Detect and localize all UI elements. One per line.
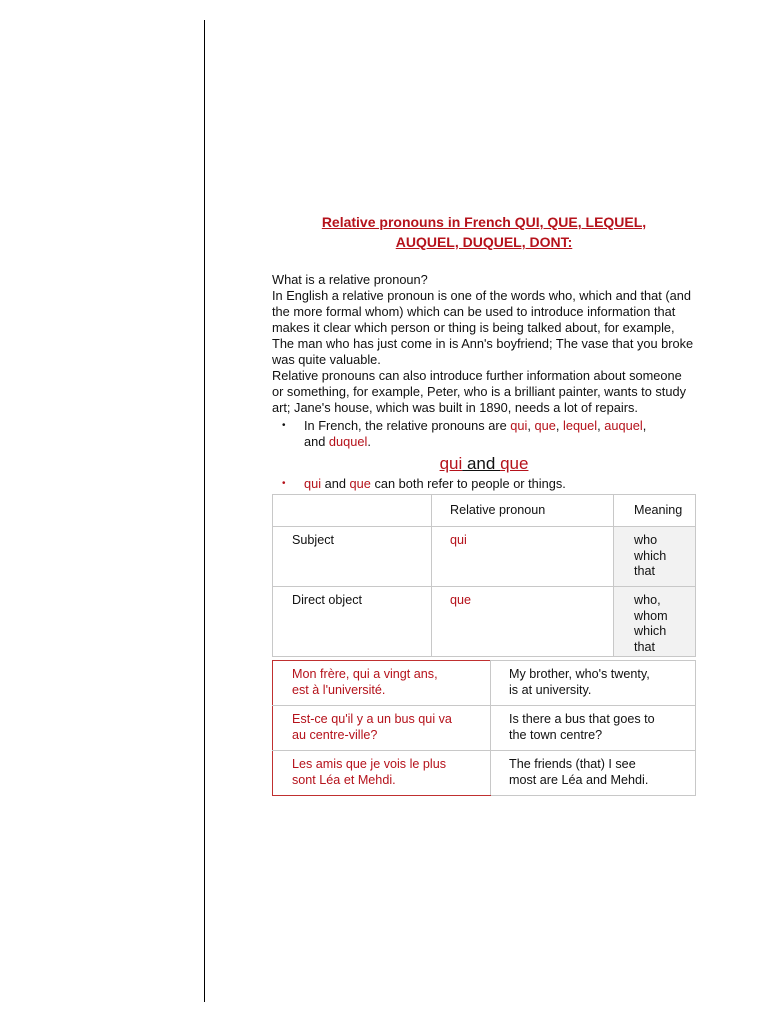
intro-question: What is a relative pronoun? (272, 272, 428, 287)
example-row (273, 751, 696, 796)
bullet-item-pronouns: • In French, the relative pronouns are qui, que, lequel, auquel, and duquel. (272, 418, 696, 450)
bullet-list-1 (272, 418, 696, 450)
table-header-row (273, 495, 696, 527)
bullet-item-refer: • qui and que can both refer to people or things. (272, 476, 696, 492)
example-english: My brother, who's twenty, is at university. (491, 661, 696, 706)
table-header-cell: Meaning (614, 495, 696, 527)
title-line-2: AUQUEL, DUQUEL, DONT: (395, 234, 573, 250)
table-header-cell (273, 495, 432, 527)
example-french: Les amis que je vois le plus sont Léa et Mehdi. (273, 751, 491, 796)
intro-paragraph-1: In English a relative pronoun is one of the words who, which and that (and the more formal whom) which can be used to introduce information that makes it clear which person or thing is being talked about, for example, The man who has just come in is Ann's boyfriend; The vase that you broke was quite valuable. (272, 288, 694, 367)
intro-paragraph-2: Relative pronouns can also introduce further information about someone or something, for example, Peter, who is a brilliant painter, wants to study art; Jane's house, which was built in 1890, needs a lot of repairs. (272, 368, 686, 415)
table-row (273, 527, 696, 587)
term-lequel: lequel (562, 418, 598, 433)
section-heading: qui and que (439, 454, 529, 473)
intro-section (272, 272, 696, 416)
example-row (273, 706, 696, 751)
bullet-list-2 (272, 476, 696, 492)
pronoun-cell: qui (432, 527, 614, 587)
term-qui: qui (510, 418, 528, 433)
examples-table (272, 660, 696, 796)
meaning-cell: who, whom which that (614, 587, 696, 657)
table-row (273, 587, 696, 657)
table-header-cell: Relative pronoun (432, 495, 614, 527)
term-duquel: duquel (328, 434, 368, 449)
title-line-1: Relative pronouns in French QUI, QUE, LEQUEL, (321, 214, 647, 230)
example-english: The friends (that) I see most are Léa and Mehdi. (491, 751, 696, 796)
term-auquel: auquel (604, 418, 643, 433)
meaning-cell: who which that (614, 527, 696, 587)
function-cell: Direct object (273, 587, 432, 657)
example-french: Mon frère, qui a vingt ans, est à l'université. (273, 661, 491, 706)
pronoun-cell: que (432, 587, 614, 657)
document-title (272, 212, 696, 252)
example-english: Is there a bus that goes to the town centre? (491, 706, 696, 751)
example-french: Est-ce qu'il y a un bus qui va au centre-ville? (273, 706, 491, 751)
example-row (273, 661, 696, 706)
function-cell: Subject (273, 527, 432, 587)
relative-pronoun-table (272, 494, 696, 657)
document-body (272, 212, 696, 796)
page-margin-line (204, 20, 205, 1002)
term-que: que (534, 418, 556, 433)
